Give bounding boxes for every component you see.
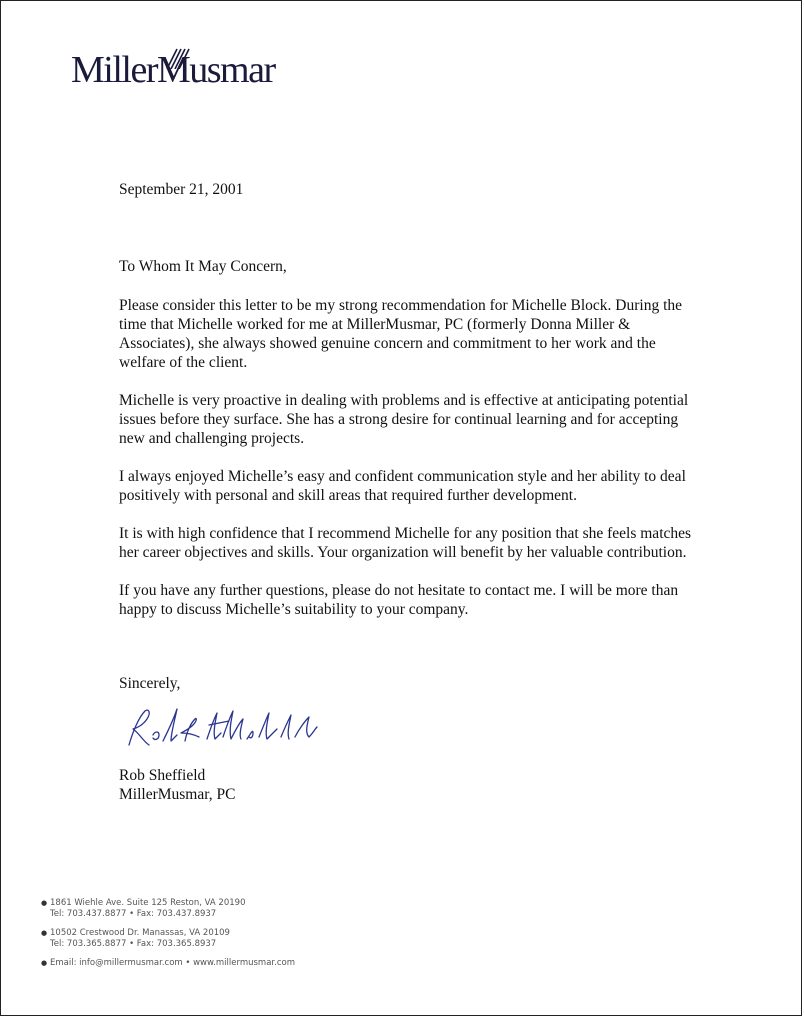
office-phone: Tel: 703.437.8877 • Fax: 703.437.8937 — [50, 909, 217, 919]
signer-company: MillerMusmar, PC — [119, 786, 236, 803]
contact-line — [41, 958, 295, 969]
office-address: 1861 Wiehle Ave. Suite 125 Reston, VA 20190 — [50, 898, 246, 908]
handwritten-signature — [119, 701, 329, 759]
paragraph-5: If you have any further questions, please do not hesitate to contact me. I will be more than happy to discuss Michelle’s suitability to your company. — [119, 582, 679, 618]
company-logo-text: MillerMusmar — [71, 49, 275, 91]
paragraph-2: Michelle is very proactive in dealing with problems and is effective at anticipating potential issues before they surface. She has a strong desire for continual learning and for accepting new and challenging projects. — [119, 392, 689, 447]
letterhead-footer — [41, 898, 295, 977]
office-reston — [41, 898, 295, 920]
paragraph-4: It is with high confidence that I recommend Michelle for any position that she feels matches her career objectives and skills. Your organization will benefit by her valuable contribution. — [119, 525, 692, 561]
office-address: 10502 Crestwood Dr. Manassas, VA 20109 — [50, 928, 230, 938]
stripe-mark-icon — [163, 47, 193, 69]
closing: Sincerely, — [119, 675, 181, 692]
signer-block — [119, 766, 699, 804]
office-phone: Tel: 703.365.8877 • Fax: 703.365.8937 — [50, 939, 217, 949]
bullet-icon: ● — [41, 929, 48, 937]
bullet-icon: ● — [41, 899, 48, 907]
contact-info: Email: info@millermusmar.com • www.millermusmar.com — [50, 958, 295, 968]
signer-name: Rob Sheffield — [119, 767, 206, 784]
letter-body — [119, 296, 699, 638]
salutation: To Whom It May Concern, — [119, 258, 287, 275]
paragraph-1: Please consider this letter to be my strong recommendation for Michelle Block. During the time that Michelle worked for me at MillerMusmar, PC (formerly Donna Miller & Associates), she always showed genuine concern and commitment to her work and the welfare of the client. — [119, 297, 683, 371]
paragraph-3: I always enjoyed Michelle’s easy and confident communication style and her ability to deal positively with personal and skill areas that required further development. — [119, 468, 686, 504]
office-manassas — [41, 928, 295, 950]
bullet-icon: ● — [41, 959, 48, 967]
letter-date: September 21, 2001 — [119, 181, 244, 198]
